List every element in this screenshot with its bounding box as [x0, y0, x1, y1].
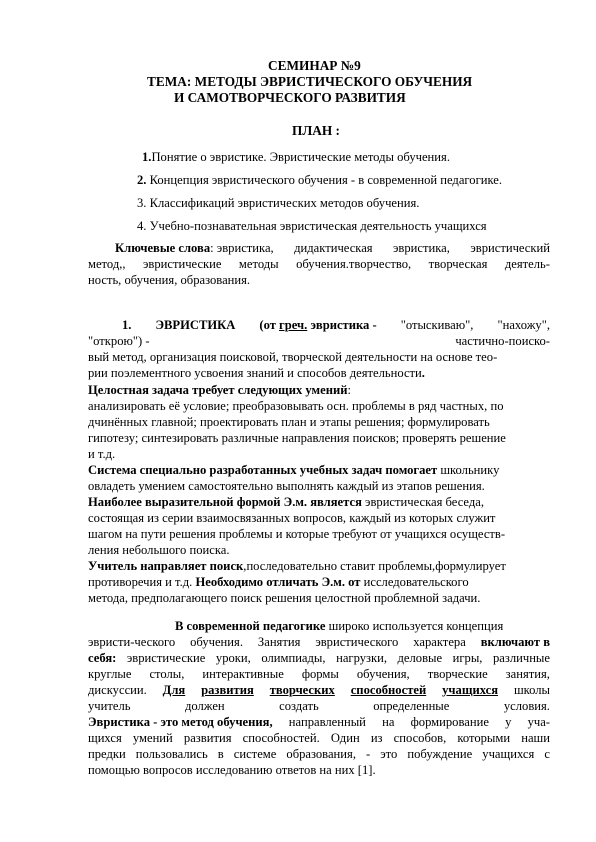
word: обучения. — [190, 635, 243, 649]
word: уроки, — [215, 651, 251, 665]
plan-item-1 — [142, 149, 450, 165]
plan-item-number: 3. — [137, 196, 147, 210]
text-segment: исследовательского — [360, 575, 469, 589]
word: способов, — [393, 731, 447, 745]
word: на — [382, 715, 395, 729]
word: развития — [183, 731, 232, 745]
word: деловые — [397, 651, 443, 665]
section1-line-1 — [122, 317, 550, 333]
section2-line-5 — [88, 682, 550, 698]
section1-line-18: метода, предполагающего поиск решения целостной проблемной задачи. — [88, 591, 481, 605]
word: создать — [279, 699, 319, 713]
word: определенные — [373, 699, 450, 713]
section1-line-11: овладеть умением самостоятельно выполнять каждый из этапов решения. — [88, 479, 485, 493]
word: интерактивные — [202, 667, 284, 681]
section1-line-9: и т.д. — [88, 447, 116, 461]
word: учащихся — [482, 747, 535, 761]
plan-item-4 — [137, 218, 487, 234]
section2-line-7 — [88, 714, 550, 730]
plan-item-text: Понятие о эвристике. Эвристические методы обучения. — [151, 150, 450, 164]
word: нагрузки, — [336, 651, 387, 665]
word: умений — [132, 731, 173, 745]
word: щихся — [88, 731, 122, 745]
section1-line-12 — [88, 494, 484, 510]
section1-line-17 — [88, 574, 469, 590]
word: уча- — [527, 715, 550, 729]
paren-open: (от — [259, 318, 276, 332]
word: у — [505, 715, 512, 729]
plan-item-number: 2. — [137, 173, 147, 187]
greek-abbr: греч. — [279, 318, 308, 332]
text-segment: : — [347, 383, 351, 397]
keywords-word: : эвристика, — [210, 241, 274, 255]
word: формирование — [410, 715, 489, 729]
section-number: 1. — [122, 318, 132, 332]
word: направленный — [288, 715, 366, 729]
keywords-word: эвристические — [142, 257, 222, 271]
word: эвристического — [315, 635, 399, 649]
topic-title-line2: И САМОТВОРЧЕСКОГО РАЗВИТИЯ — [174, 90, 406, 105]
section1-line-4 — [88, 365, 425, 381]
section1-line-15: ления небольшого поиска. — [88, 543, 230, 557]
text-segment: школьнику — [437, 463, 500, 477]
section1-line-3: вый метод, организация поисковой, творческой деятельности на основе тео- — [88, 350, 498, 364]
plan-item-number: 1. — [142, 150, 152, 164]
bold-phrase: себя: — [88, 651, 117, 665]
underlined-phrase: способностей — [350, 683, 427, 697]
section-heading: ЭВРИСТИКА — [155, 318, 236, 332]
section1-line-7: дчинённых главной; проектировать план и этапы решения; формулировать — [88, 415, 490, 429]
word: школы — [513, 683, 550, 697]
word: характера — [413, 635, 466, 649]
section1-line-5 — [88, 382, 351, 398]
section1-line-14: шагом на пути решения проблемы и которые требуют от учащихся осуществ- — [88, 527, 506, 541]
word: образования, — [286, 747, 356, 761]
section1-line-6: анализировать её условие; преобразовывать осн. проблемы в ряд частных, по — [88, 399, 504, 413]
term: эвристика - — [310, 318, 377, 332]
text-segment: частично-поиско- — [455, 334, 550, 348]
section2-line-10: помощью вопросов исследованию ответов на них [1]. — [88, 763, 376, 777]
keywords-word: методы — [238, 257, 279, 271]
word: круглые — [88, 667, 132, 681]
word: занятия, — [505, 667, 550, 681]
plan-item-text: Классификаций эвристических методов обучения. — [146, 196, 420, 210]
underlined-phrase: учащихся — [442, 683, 499, 697]
section1-line-8: гипотезу; синтезировать различные направления поисков; проверять решение — [88, 431, 506, 445]
plan-item-3 — [137, 195, 419, 211]
section1-line-13: состоящая из серии взаимосвязанных вопросов, каждый из которых служит — [88, 511, 496, 525]
keywords-word: творческая — [428, 257, 488, 271]
word: олимпиады, — [261, 651, 326, 665]
plan-item-text: Учебно-познавательная эвристическая деятельность учащихся — [146, 219, 487, 233]
bold-phrase: Наиболее выразительной формой Э.м. является — [88, 495, 362, 509]
section2-line-1 — [175, 618, 503, 634]
text-segment: "открою") - — [88, 334, 150, 348]
text-segment: ,последовательно ставит проблемы,формулирует — [243, 559, 506, 573]
section1-line-16 — [88, 558, 506, 574]
bold-phrase: Эвристика - это метод обучения, — [88, 715, 273, 729]
word: условия. — [503, 699, 550, 713]
underlined-phrase: Для — [162, 683, 186, 697]
quote-word: "отыскиваю", — [400, 318, 474, 332]
word: которыми — [457, 731, 511, 745]
keywords-label: Ключевые слова — [115, 241, 211, 255]
word: побуждение — [407, 747, 473, 761]
section2-line-2 — [88, 634, 550, 650]
word: дискуссии. — [88, 683, 147, 697]
section1-line-2 — [88, 333, 550, 349]
word: способностей. — [242, 731, 320, 745]
seminar-title: СЕМИНАР №9 — [268, 58, 361, 73]
word: обучения, — [356, 667, 410, 681]
keywords-word: эвристика, — [393, 241, 450, 255]
bold-phrase: Система специально разработанных учебных задач помогает — [88, 463, 438, 477]
word: это — [380, 747, 398, 761]
section2-line-8 — [88, 730, 550, 746]
text-segment: рии поэлементного усвоения знаний и способов деятельности — [88, 366, 422, 380]
word: с — [544, 747, 550, 761]
section2-line-4 — [88, 666, 550, 682]
section2-line-6 — [88, 698, 550, 714]
word: системе — [233, 747, 277, 761]
word: пользовались — [135, 747, 208, 761]
section1-line-10 — [88, 462, 499, 478]
keywords-word: деятель- — [504, 257, 550, 271]
keywords-line-3: ность, обучения, образования. — [88, 273, 251, 287]
word: творческие — [427, 667, 488, 681]
keywords-line-2 — [88, 256, 550, 272]
keywords-word: метод,, — [88, 257, 126, 271]
bold-phrase: Необходимо отличать Э.м. от — [195, 575, 361, 589]
keywords-word: эвристический — [470, 241, 550, 255]
bold-phrase: Учитель направляет поиск — [88, 559, 244, 573]
section2-line-9 — [88, 746, 550, 762]
keywords-line-1 — [115, 240, 550, 256]
plan-item-text: Концепция эвристического обучения - в современной педагогике. — [146, 173, 503, 187]
word: Занятия — [257, 635, 301, 649]
word: различные — [492, 651, 550, 665]
word: из — [370, 731, 383, 745]
underlined-phrase: творческих — [269, 683, 335, 697]
text-segment: эвристическая беседа, — [361, 495, 485, 509]
word: предки — [88, 747, 126, 761]
text-segment: . — [421, 366, 425, 380]
word: учитель — [88, 699, 131, 713]
word: эвристические — [126, 651, 206, 665]
word: эвристи-ческого — [88, 635, 176, 649]
word: игры, — [452, 651, 483, 665]
plan-title: ПЛАН : — [292, 123, 340, 138]
bold-phrase: включают в — [480, 635, 550, 649]
bold-phrase: В современной педагогике — [175, 619, 326, 633]
word: - — [366, 747, 371, 761]
bold-phrase: Целостная задача требует следующих умений — [88, 383, 348, 397]
underlined-phrase: развития — [201, 683, 254, 697]
text-segment: противоречия и т.д. — [88, 575, 196, 589]
plan-item-number: 4. — [137, 219, 147, 233]
keywords-word: дидактическая — [294, 241, 373, 255]
word: столы, — [149, 667, 185, 681]
keywords-word: обучения.творчество, — [296, 257, 412, 271]
topic-title-line1: ТЕМА: МЕТОДЫ ЭВРИСТИЧЕСКОГО ОБУЧЕНИЯ — [147, 74, 473, 89]
word: в — [217, 747, 224, 761]
word: должен — [184, 699, 225, 713]
word: наши — [521, 731, 550, 745]
plan-item-2 — [137, 172, 502, 188]
word: формы — [301, 667, 339, 681]
section2-line-3 — [88, 650, 550, 666]
text-segment: широко используется концепция — [325, 619, 504, 633]
quote-word: "нахожу", — [497, 318, 550, 332]
word: Один — [330, 731, 360, 745]
